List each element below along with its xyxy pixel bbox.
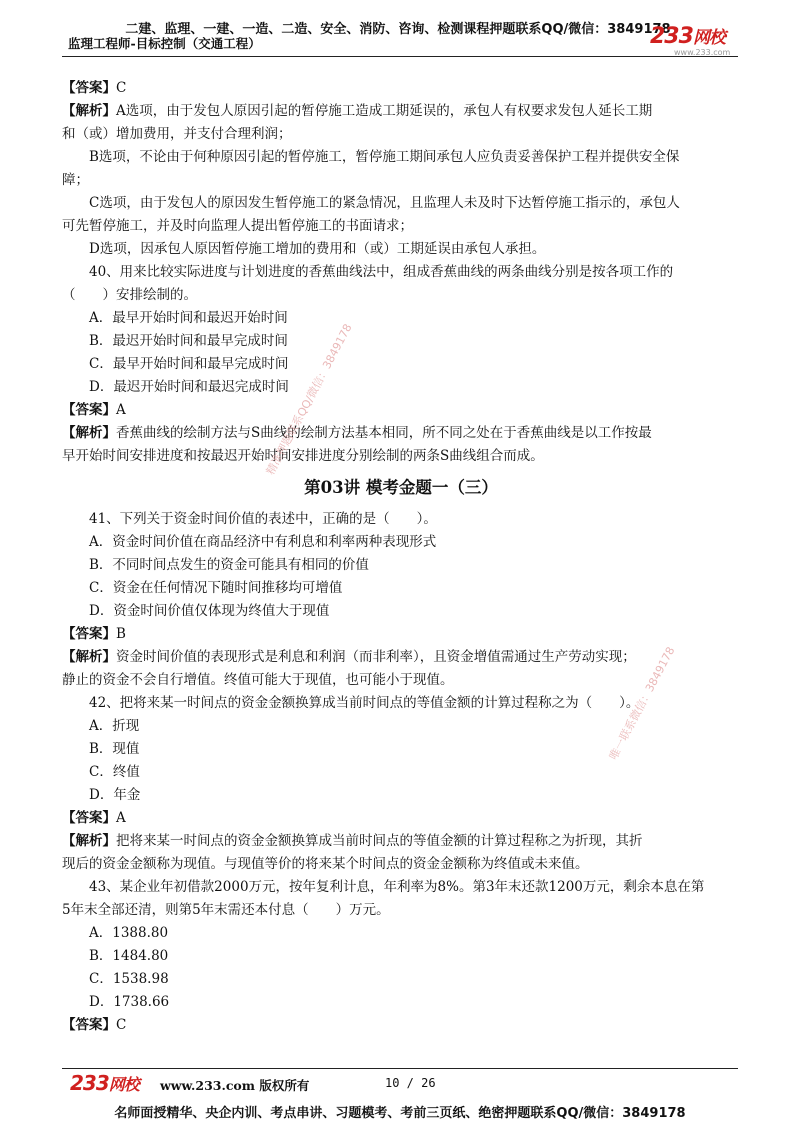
- logo-url: www.233.com: [674, 48, 731, 57]
- text-line: [62, 669, 740, 692]
- text-line: [62, 853, 740, 876]
- footer-promo-line: 名师面授精华、央企内训、考点串讲、习题模考、考前三页纸、绝密押题联系QQ/微信：3849178: [114, 1106, 686, 1121]
- line-text: D．1738.66: [89, 994, 170, 1010]
- line-tag: 【答案】: [62, 80, 116, 96]
- line-text: C选项，由于发包人的原因发生暂停施工的紧急情况，且监理人未及时下达暂停施工指示的，承包人: [89, 195, 680, 211]
- document-body: [62, 77, 740, 1037]
- footer-rule: [62, 1068, 738, 1069]
- watermark-2: 唯一联系微信：3849178: [606, 644, 678, 763]
- header-promo-line: 二建、监理、一建、一造、二造、安全、消防、咨询、检测课程押题联系QQ/微信：3849178: [125, 22, 671, 37]
- text-line: [62, 307, 740, 330]
- text-line: [62, 876, 740, 899]
- logo-text: 网校: [692, 28, 725, 48]
- answer-line: [62, 623, 740, 646]
- line-text: 早开始时间安排进度和按最迟开始时间安排进度分别绘制的两条S曲线组合而成。: [62, 448, 544, 464]
- footer-logo-text: 网校: [108, 1075, 139, 1094]
- answer-line: [62, 399, 740, 422]
- line-text: 香蕉曲线的绘制方法与S曲线的绘制方法基本相同，所不同之处在于香蕉曲线是以工作按最: [116, 425, 652, 441]
- line-text: 资金时间价值的表现形式是利息和利润（而非利率），且资金增值需通过生产劳动实现；: [116, 649, 636, 665]
- line-text: A: [116, 402, 126, 418]
- text-line: [62, 192, 740, 215]
- text-line: [62, 238, 740, 261]
- line-text: A．资金时间价值在商品经济中有利息和利率两种表现形式: [89, 534, 437, 550]
- text-line: [62, 146, 740, 169]
- watermark-1: 精准押题联系QQ/微信：3849178: [263, 321, 355, 478]
- page-number: 10 / 26: [385, 1076, 436, 1090]
- line-tag: 【解析】: [62, 649, 116, 665]
- text-line: [62, 784, 740, 807]
- text-line: [62, 531, 740, 554]
- line-tag: 【答案】: [62, 810, 116, 826]
- text-line: [62, 261, 740, 284]
- analysis-line: [62, 100, 740, 123]
- logo-number: 233: [650, 24, 693, 49]
- line-text: 43、某企业年初借款2000万元，按年复利计息，年利率为8%。第3年末还款1200万元，剩余本息在第: [89, 879, 705, 895]
- analysis-line: [62, 646, 740, 669]
- line-text: 5年末全部还清，则第5年末需还本付息（ ）万元。: [62, 902, 390, 918]
- line-tag: 【解析】: [62, 103, 116, 119]
- line-tag: 【答案】: [62, 626, 116, 642]
- text-line: [62, 761, 740, 784]
- line-text: （ ）安排绘制的。: [62, 287, 197, 303]
- line-text: 42、把将来某一时间点的资金金额换算成当前时间点的等值金额的计算过程称之为（ ）。: [89, 695, 640, 711]
- line-text: D．最迟开始时间和最迟完成时间: [89, 379, 289, 395]
- line-text: 障；: [62, 172, 89, 188]
- header-logo: [650, 26, 725, 48]
- text-line: [62, 945, 740, 968]
- document-subtitle: 监理工程师-目标控制（交通工程）: [68, 36, 261, 51]
- text-line: [62, 968, 740, 991]
- line-text: C．终值: [89, 764, 140, 780]
- line-text: A．折现: [89, 718, 140, 734]
- line-tag: 【解析】: [62, 833, 116, 849]
- line-text: 静止的资金不会自行增值。终值可能大于现值，也可能小于现值。: [62, 672, 454, 688]
- footer-logo-number: 233: [70, 1071, 109, 1095]
- text-line: [62, 899, 740, 922]
- text-line: [62, 554, 740, 577]
- line-text: 第03讲 模考金题一（三）: [304, 478, 498, 497]
- line-text: B．现值: [89, 741, 140, 757]
- line-text: B: [116, 626, 126, 642]
- line-text: C: [116, 1017, 127, 1033]
- line-text: 可先暂停施工，并及时向监理人提出暂停施工的书面请求；: [62, 218, 413, 234]
- line-text: D．年金: [89, 787, 141, 803]
- line-text: C．1538.98: [89, 971, 169, 987]
- line-text: B选项，不论由于何种原因引起的暂停施工，暂停施工期间承包人应负责妥善保护工程并提供安全保: [89, 149, 680, 165]
- line-text: A．1388.80: [89, 925, 169, 941]
- line-tag: 【解析】: [62, 425, 116, 441]
- line-text: 40、用来比较实际进度与计划进度的香蕉曲线法中，组成香蕉曲线的两条曲线分别是按各项工作的: [89, 264, 674, 280]
- line-text: B．最迟开始时间和最早完成时间: [89, 333, 288, 349]
- line-text: 和（或）增加费用，并支付合理利润；: [62, 126, 292, 142]
- text-line: [62, 353, 740, 376]
- text-line: [62, 284, 740, 307]
- line-text: 把将来某一时间点的资金金额换算成当前时间点的等值金额的计算过程称之为折现，其折: [116, 833, 643, 849]
- line-text: A．最早开始时间和最迟开始时间: [89, 310, 288, 326]
- text-line: [62, 508, 740, 531]
- text-line: [62, 123, 740, 146]
- text-line: [62, 376, 740, 399]
- text-line: [62, 600, 740, 623]
- analysis-line: [62, 830, 740, 853]
- text-line: [62, 169, 740, 192]
- text-line: [62, 215, 740, 238]
- footer-logo: [70, 1071, 139, 1095]
- answer-line: [62, 77, 740, 100]
- text-line: [62, 991, 740, 1014]
- answer-line: [62, 807, 740, 830]
- line-text: A: [116, 810, 126, 826]
- text-line: [62, 577, 740, 600]
- line-text: 现后的资金金额称为现值。与现值等价的将来某个时间点的资金金额称为终值或未来值。: [62, 856, 589, 872]
- header-rule: [62, 56, 738, 57]
- line-text: 41、下列关于资金时间价值的表述中，正确的是（ ）。: [89, 511, 437, 527]
- line-text: C．资金在任何情况下随时间推移均可增值: [89, 580, 343, 596]
- line-text: D．资金时间价值仅体现为终值大于现值: [89, 603, 330, 619]
- line-text: A选项，由于发包人原因引起的暂停施工造成工期延误的，承包人有权要求发包人延长工期: [116, 103, 653, 119]
- line-text: C: [116, 80, 127, 96]
- text-line: [62, 738, 740, 761]
- text-line: [62, 330, 740, 353]
- answer-line: [62, 1014, 740, 1037]
- line-text: B．1484.80: [89, 948, 169, 964]
- text-line: [62, 922, 740, 945]
- analysis-line: [62, 422, 740, 445]
- line-text: C．最早开始时间和最早完成时间: [89, 356, 289, 372]
- line-text: D选项，因承包人原因暂停施工增加的费用和（或）工期延误由承包人承担。: [89, 241, 546, 257]
- line-text: B．不同时间点发生的资金可能具有相同的价值: [89, 557, 369, 573]
- section-title: [62, 468, 740, 508]
- line-tag: 【答案】: [62, 402, 116, 418]
- footer-copyright: www.233.com 版权所有: [160, 1078, 310, 1093]
- line-tag: 【答案】: [62, 1017, 116, 1033]
- text-line: [62, 445, 740, 468]
